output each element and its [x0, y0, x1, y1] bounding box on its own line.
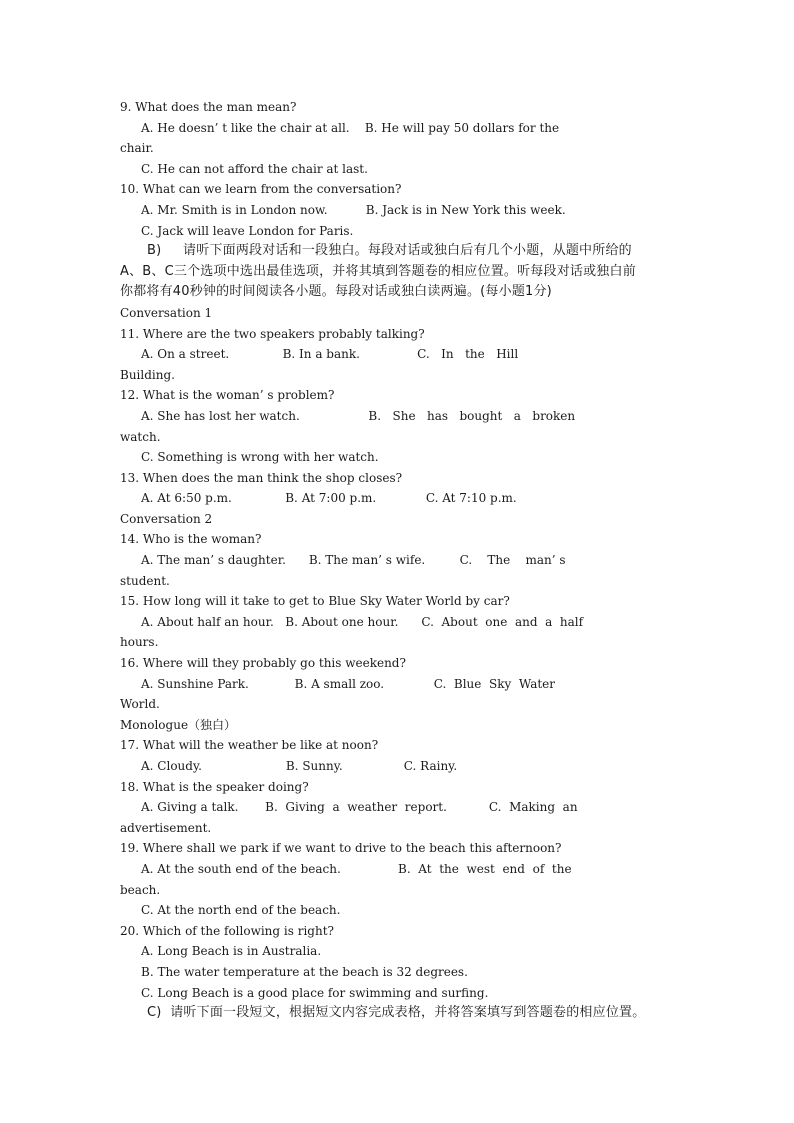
text-line: C. He can not afford the chair at last. — [141, 161, 368, 176]
text-line: hours. — [120, 635, 159, 650]
text-line: A. At 6:50 p.m. B. At 7:00 p.m. C. At 7:10 p.m. — [141, 491, 517, 506]
text-line: C. At the north end of the beach. — [141, 903, 341, 918]
text-line: A. He doesn’ t like the chair at all. B. He will pay 50 dollars for the — [141, 120, 560, 135]
text-line: A. On a street. B. In a bank. C. In the Hill — [141, 347, 519, 362]
text-line: Conversation 1 — [120, 305, 213, 320]
text-line: 13. When does the man think the shop closes? — [120, 470, 403, 485]
text-line: Monologue（独白） — [120, 717, 237, 732]
text-line: 20. Which of the following is right? — [120, 923, 334, 938]
text-line: 15. How long will it take to get to Blue Sky Water World by car? — [120, 594, 510, 609]
text-line: chair. — [120, 141, 154, 156]
text-line: watch. — [120, 429, 161, 444]
text-line: B) 请听下面两段对话和一段独白。每段对话或独白后有几个小题，从题中所给的 — [147, 243, 632, 259]
text-line: C. Jack will leave London for Paris. — [141, 223, 354, 238]
text-line: advertisement. — [120, 820, 212, 835]
text-line: World. — [120, 697, 160, 712]
text-line: B. The water temperature at the beach is 32 degrees. — [141, 964, 468, 979]
text-line: A. Sunshine Park. B. A small zoo. C. Blue Sky Water — [141, 676, 556, 691]
text-line: A. About half an hour. B. About one hour. C. About one and a half — [141, 614, 584, 629]
text-line: 12. What is the woman’ s problem? — [120, 388, 335, 403]
text-line: 10. What can we learn from the conversation? — [120, 182, 402, 197]
text-line: C. Something is wrong with her watch. — [141, 450, 379, 465]
text-line: student. — [120, 573, 170, 588]
text-line: A. She has lost her watch. B. She has bought a broken — [141, 408, 576, 423]
text-line: A. Cloudy. B. Sunny. C. Rainy. — [141, 759, 458, 773]
text-line: 你都将有40秒钟的时间阅读各小题。每段对话或独白读两遍。(每小题1分) — [120, 284, 552, 300]
text-line: C) 请听下面一段短文，根据短文内容完成表格，并将答案填写到答题卷的相应位置。 — [147, 1005, 646, 1021]
text-line: A. Mr. Smith is in London now. B. Jack is in New York this week. — [141, 202, 566, 217]
text-line: 11. Where are the two speakers probably talking? — [120, 326, 425, 341]
text-line: A. Long Beach is in Australia. — [141, 944, 322, 959]
text-line: A. The man’ s daughter. B. The man’ s wife. C. The man’ s — [141, 553, 566, 568]
text-line: 18. What is the speaker doing? — [120, 779, 309, 794]
text-line: A、B、C三个选项中选出最佳选项，并将其填到答题卷的相应位置。听每段对话或独白前 — [120, 263, 636, 279]
text-line: 9. What does the man mean? — [120, 100, 297, 114]
text-line: Building. — [120, 367, 175, 382]
text-line: Conversation 2 — [120, 511, 213, 526]
text-line: C. Long Beach is a good place for swimming and surfing. — [141, 985, 489, 1000]
text-line: beach. — [120, 882, 161, 897]
document-page — [120, 97, 676, 1024]
text-line: 17. What will the weather be like at noon? — [120, 738, 379, 753]
text-line: 16. Where will they probably go this weekend? — [120, 656, 406, 671]
text-line: A. Giving a talk. B. Giving a weather report. C. Making an — [141, 800, 578, 815]
text-line: 14. Who is the woman? — [120, 532, 262, 547]
text-line: A. At the south end of the beach. B. At the west end of the — [141, 861, 572, 876]
text-line: 19. Where shall we park if we want to drive to the beach this afternoon? — [120, 841, 562, 856]
